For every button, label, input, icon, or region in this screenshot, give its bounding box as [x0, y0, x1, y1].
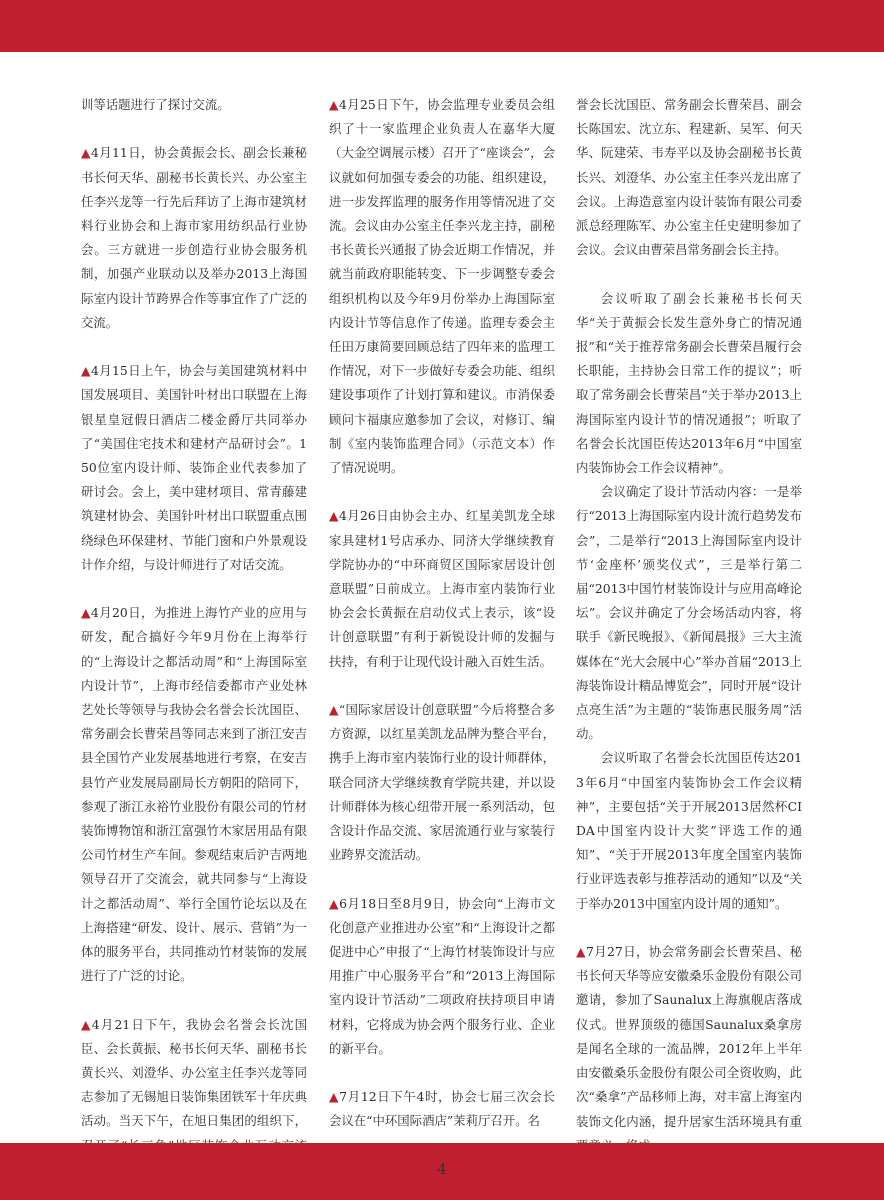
- text-column-middle: [329, 93, 555, 1134]
- news-item-jul-12: ▲7月12日下午4时，协会七届三次会长会议在“中环国际酒店”茉莉厅召开。名: [329, 1089, 555, 1129]
- news-item-jun-18: ▲6月18日至8月9日，协会向“上海市文化创意产业推进办公室”和“上海设计之都促进中心”申报了“上海竹材装饰设计与应用推广中心服务平台”和“2013上海国际室内设计节活动”二项政府扶持项目申请材料，它将成为协会两个服务行业、企业的新平台。: [329, 895, 555, 1056]
- triangle-bullet-icon: ▲: [329, 97, 339, 112]
- paragraph-cida-notices: 会议听取了名誉会长沈国臣传达2013年6月“中国室内装饰协会工作会议精神”，主要包括“关于开展2013居然杯CIDA中国室内设计大奖”评选工作的通知”、“关于开展2013年度全国室内装饰行业评选表彰与推荐活动的通知”以及“关于举办2013中国室内设计周的通知”。: [576, 750, 802, 911]
- news-item-apr-26: ▲4月26日由协会主办、红星美凯龙全球家具建材1号店承办、同济大学继续教育学院协办的“中环商贸区国际家居设计创意联盟”日前成立。上海市室内装饰行业协会会长黄振在启动仪式上表示，该“设计创意联盟”有利于新锐设计师的发掘与扶持，有利于让现代设计融入百姓生活。: [329, 508, 556, 669]
- triangle-bullet-icon: ▲: [81, 145, 91, 161]
- news-item-apr-20: ▲4月20日，为推进上海竹产业的应用与研发，配合搞好今年9月份在上海举行的“上海设计之都活动周”和“上海国际室内设计节”，上海市经信委都市产业处林艺处长等领导与我协会名誉会长沈国臣、常务副会长曹荣昌等同志来到了浙江安吉县全国竹产业发展基地进行考察，在安吉县竹产业发展局副局长方朝阳的陪同下，参观了浙江永裕竹业股份有限公司的竹材装饰博物馆和浙江富强竹木家居用品有限公司竹材生产车间。参观结束后沪吉两地领导召开了交流会，就共同参与“上海设计之都活动周”、举行全国竹论坛以及在上海搭建“研发、设计、展示、营销”为一体的服务平台，共同推动竹材装饰的发展进行了广泛的讨论。: [81, 605, 308, 984]
- news-item-jul-27: ▲7月27日，协会常务副会长曹荣昌、秘书长何天华等应安徽桑乐金股份有限公司邀请，参加了Saunalux上海旗舰店落成仪式。世界顶级的德国Saunalux桑拿房是闻名全球的一流品牌，2012年上半年由安徽桑乐金股份有限公司全资收购，此次“桑拿”产品移师上海，对丰富上海室内装饰文化内涵，提升居家生活环境具有重: [576, 944, 803, 1129]
- news-item-apr-15: ▲4月15日上午，协会与美国建筑材料中国发展项目、美国针叶材出口联盟在上海银星皇冠假日酒店二楼金爵厅共同举办了“美国住宅技术和建材产品研讨会”。150位室内设计师、装饰企业代表参加了研讨会。会上，美中建材项目、常青藤建筑建材协会、美国针叶材出口联盟重点围绕绿色环保建材、节能门窗和户外景观设计作介绍，与设计师进行了对话交流。: [81, 363, 308, 572]
- top-color-band: [0, 0, 884, 52]
- news-item-apr-21: ▲4月21日下午，我协会名誉会长沈国臣、会长黄振、秘书长何天华、副秘书长黄长兴、刘澄华、办公室主任李兴龙等同志参加了无锡旭日装饰集团铁军十年庆典活动。当天下午，在旭日集团的组织下，: [81, 1016, 308, 1129]
- triangle-bullet-icon: ▲: [81, 363, 91, 379]
- paragraph-meeting-reports: 会议听取了副会长兼秘书长何天华“关于黄振会长发生意外身亡的情况通报”和“关于推荐常务副会长曹荣昌履行会长职能，主持协会日常工作的提议”；听取了常务副会长曹荣昌“关于举办2013上海国际室内设计节的情况通报”；听取了名誉会长沈国臣传达2013年6月“中国室内装饰协会工作会议精神”。: [576, 290, 802, 476]
- text-column-right: [576, 93, 802, 1158]
- triangle-bullet-icon: ▲: [576, 944, 586, 960]
- triangle-bullet-icon: ▲: [329, 895, 340, 911]
- triangle-bullet-icon: ▲: [81, 605, 91, 621]
- news-item-apr-25: ▲4月25日下午，协会监理专业委员会组织了十一家监理企业负责人在嘉华大厦（大金空调展示楼）召开了“座谈会”，会议就如何加强专委会的功能、组织建设，进一步发挥监理的服务作用等情况进了交流。会议由办公室主任李兴龙主持，副秘书长黄长兴通报了协会近期工作情况，并就当前政府职能转变、下一步调整专委会组织机构以及今年9月份举办上海国际室内设计节等信息作了传递。监理专委会主任田万康简要回顾总结了四年来的监理工作情况，对下一步做好专委会功能、组织建设事项作了计划打算和建议。市消保委顾问卞福康应邀参加了会议，对修订、编制《室内装饰监理合同》（示范文本）作了情况说明。: [329, 97, 556, 476]
- page-number: 4: [437, 1160, 447, 1178]
- paragraph-meeting-attendees: 誉会长沈国臣、常务副会长曹荣昌、副会长陈国宏、沈立东、程建新、吴军、何天华、阮建荣、韦寿平以及协会副秘书长黄长兴、刘澄华、办公室主任李兴龙出席了会议。上海造意室内设计装饰有限公司委派总经理陈军、办公室主任史建明参加了会议。会议由曹荣昌常务副会长主持。: [576, 97, 802, 258]
- text-column-left: [81, 93, 307, 1182]
- triangle-bullet-icon: ▲: [329, 508, 339, 524]
- paragraph-training-topics: 训等话题进行了探讨交流。: [81, 97, 230, 112]
- triangle-bullet-icon: ▲: [81, 1016, 92, 1032]
- news-item-design-alliance: ▲“国际家居设计创意联盟”今后将整合多方资源，以红星美凯龙品牌为整合平台，携手上海市室内装饰行业的设计师群体，联合同济大学继续教育学院共建，并以设计师群体为核心纽带开展一系列活动，包含设计作品交流、家居流通行业与家装行业跨界交流活动。: [329, 702, 556, 863]
- triangle-bullet-icon: ▲: [329, 1089, 340, 1105]
- news-item-apr-11: ▲4月11日，协会黄振会长、副会长兼秘书长何天华、副秘书长黄长兴、办公室主任李兴龙等一行先后拜访了上海市建筑材料行业协会和上海市家用纺织品行业协会。三方就进一步创造行业协会服务机制，加强产业联动以及举办2013上海国际室内设计节跨界合作等事宜作了广泛的交流。: [81, 145, 308, 330]
- triangle-bullet-icon: ▲: [329, 702, 339, 718]
- paragraph-design-festival-content: 会议确定了设计节活动内容：一是举行“2013上海国际室内设计流行趋势发布会”，二是举行“2013上海国际室内设计节‘金座杯’颁奖仪式”，三是举行第二届“2013中国竹材装饰设计与应用高峰论坛”。会议并确定了分会场活动内容，将联手《新民晚报》、《新闻晨报》三大主流媒体在“光大会展中心”举办首届“2013上海装饰设计精品博览会”，同时开展“设计点亮生活”为主题的“装饰惠民服务周”活动。: [576, 484, 802, 742]
